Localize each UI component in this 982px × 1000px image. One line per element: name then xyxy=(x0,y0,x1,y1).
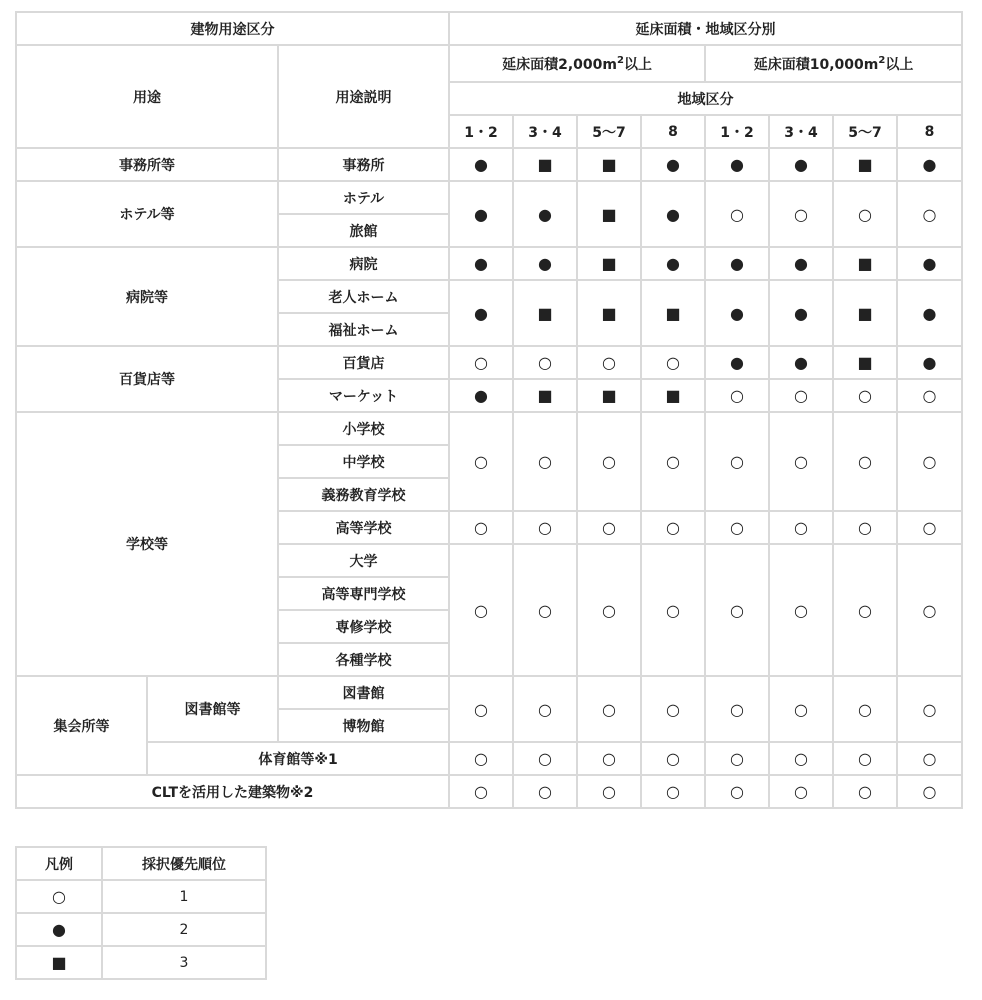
mark-cell: ● xyxy=(769,346,833,379)
mark-cell: ○ xyxy=(513,742,577,775)
legend-symbol: ● xyxy=(16,913,102,946)
mark-cell: ■ xyxy=(513,280,577,346)
region-header: 8 xyxy=(897,115,962,148)
mark-cell: ○ xyxy=(897,775,962,808)
mark-cell: ○ xyxy=(449,742,513,775)
mark-cell: ○ xyxy=(513,346,577,379)
mark-cell: ○ xyxy=(833,676,897,742)
mark-cell: ■ xyxy=(833,346,897,379)
mark-cell: ○ xyxy=(705,412,769,511)
header-usage-desc: 用途説明 xyxy=(278,45,449,148)
mark-cell: ● xyxy=(513,247,577,280)
mark-cell: ○ xyxy=(577,346,641,379)
region-header: 3・4 xyxy=(513,115,577,148)
mark-cell: ● xyxy=(449,181,513,247)
mark-cell: ○ xyxy=(833,511,897,544)
mark-cell: ○ xyxy=(897,676,962,742)
mark-cell: ● xyxy=(449,148,513,181)
mark-cell: ○ xyxy=(513,544,577,676)
mark-cell: ● xyxy=(705,247,769,280)
desc-elderly-home: 老人ホーム xyxy=(278,280,449,313)
mark-cell: ○ xyxy=(833,412,897,511)
mark-cell: ○ xyxy=(897,742,962,775)
legend-priority: 2 xyxy=(102,913,266,946)
desc-elementary: 小学校 xyxy=(278,412,449,445)
region-header: 5〜7 xyxy=(577,115,641,148)
desc-market: マーケット xyxy=(278,379,449,412)
mark-cell: ● xyxy=(897,346,962,379)
subgroup-library: 図書館等 xyxy=(147,676,278,742)
mark-cell: ■ xyxy=(833,148,897,181)
desc-junior-high: 中学校 xyxy=(278,445,449,478)
mark-cell: ● xyxy=(513,181,577,247)
mark-cell: ● xyxy=(705,346,769,379)
mark-cell: ■ xyxy=(641,379,705,412)
mark-cell: ● xyxy=(769,280,833,346)
mark-cell: ■ xyxy=(577,280,641,346)
legend-symbol: ○ xyxy=(16,880,102,913)
mark-cell: ● xyxy=(641,181,705,247)
mark-cell: ○ xyxy=(705,379,769,412)
desc-technical-college: 高等専門学校 xyxy=(278,577,449,610)
desc-university: 大学 xyxy=(278,544,449,577)
mark-cell: ○ xyxy=(705,181,769,247)
mark-cell: ■ xyxy=(577,247,641,280)
mark-cell: ○ xyxy=(577,544,641,676)
mark-cell: ○ xyxy=(833,742,897,775)
mark-cell: ○ xyxy=(513,676,577,742)
mark-cell: ● xyxy=(705,148,769,181)
mark-cell: ■ xyxy=(577,379,641,412)
desc-high-school: 高等学校 xyxy=(278,511,449,544)
mark-cell: ● xyxy=(897,148,962,181)
mark-cell: ● xyxy=(449,280,513,346)
desc-welfare-home: 福祉ホーム xyxy=(278,313,449,346)
region-header: 8 xyxy=(641,115,705,148)
group-hospital: 病院等 xyxy=(16,247,278,346)
header-area-2000: 延床面積$2,000m^2$以上 xyxy=(449,45,705,82)
mark-cell: ○ xyxy=(449,412,513,511)
mark-cell: ○ xyxy=(641,412,705,511)
mark-cell: ○ xyxy=(641,742,705,775)
mark-cell: ■ xyxy=(513,379,577,412)
mark-cell: ○ xyxy=(833,544,897,676)
legend-header-symbol: 凡例 xyxy=(16,847,102,880)
mark-cell: ○ xyxy=(641,544,705,676)
header-floor-area-region: 延床面積・地域区分別 xyxy=(449,12,962,45)
mark-cell: ○ xyxy=(641,511,705,544)
legend-priority: 1 xyxy=(102,880,266,913)
mark-cell: ○ xyxy=(513,775,577,808)
mark-cell: ● xyxy=(897,280,962,346)
mark-cell: ○ xyxy=(897,544,962,676)
legend-priority: 3 xyxy=(102,946,266,979)
group-hotel: ホテル等 xyxy=(16,181,278,247)
mark-cell: ● xyxy=(769,247,833,280)
region-header: 1・2 xyxy=(705,115,769,148)
mark-cell: ■ xyxy=(833,247,897,280)
mark-cell: ○ xyxy=(705,511,769,544)
mark-cell: ○ xyxy=(769,676,833,742)
mark-cell: ○ xyxy=(897,511,962,544)
mark-cell: ○ xyxy=(641,775,705,808)
desc-museum: 博物館 xyxy=(278,709,449,742)
mark-cell: ○ xyxy=(577,511,641,544)
desc-gymnasium: 体育館等※1 xyxy=(147,742,449,775)
mark-cell: ○ xyxy=(449,511,513,544)
desc-ryokan: 旅館 xyxy=(278,214,449,247)
mark-cell: ● xyxy=(769,148,833,181)
mark-cell: ○ xyxy=(769,742,833,775)
region-header: 5〜7 xyxy=(833,115,897,148)
mark-cell: ○ xyxy=(705,742,769,775)
legend-table xyxy=(15,846,267,980)
mark-cell: ○ xyxy=(769,511,833,544)
mark-cell: ○ xyxy=(513,511,577,544)
mark-cell: ○ xyxy=(769,775,833,808)
priority-table xyxy=(15,11,963,809)
region-header: 1・2 xyxy=(449,115,513,148)
mark-cell: ○ xyxy=(449,544,513,676)
region-header: 3・4 xyxy=(769,115,833,148)
mark-cell: ○ xyxy=(705,544,769,676)
mark-cell: ○ xyxy=(641,676,705,742)
mark-cell: ○ xyxy=(577,742,641,775)
desc-library: 図書館 xyxy=(278,676,449,709)
mark-cell: ● xyxy=(449,247,513,280)
group-school: 学校等 xyxy=(16,412,278,676)
mark-cell: ● xyxy=(449,379,513,412)
group-office: 事務所等 xyxy=(16,148,278,181)
desc-vocational: 専修学校 xyxy=(278,610,449,643)
group-assembly: 集会所等 xyxy=(16,676,147,775)
desc-hospital: 病院 xyxy=(278,247,449,280)
mark-cell: ○ xyxy=(769,181,833,247)
mark-cell: ● xyxy=(705,280,769,346)
mark-cell: ○ xyxy=(449,676,513,742)
desc-dept-store: 百貨店 xyxy=(278,346,449,379)
legend-symbol: ■ xyxy=(16,946,102,979)
mark-cell: ● xyxy=(641,247,705,280)
legend-header-priority: 採択優先順位 xyxy=(102,847,266,880)
mark-cell: ● xyxy=(641,148,705,181)
mark-cell: ○ xyxy=(897,181,962,247)
mark-cell: ○ xyxy=(769,412,833,511)
mark-cell: ■ xyxy=(641,280,705,346)
mark-cell: ○ xyxy=(705,775,769,808)
mark-cell: ○ xyxy=(769,544,833,676)
mark-cell: ○ xyxy=(897,379,962,412)
mark-cell: ○ xyxy=(769,379,833,412)
mark-cell: ○ xyxy=(577,775,641,808)
mark-cell: ○ xyxy=(449,775,513,808)
mark-cell: ■ xyxy=(577,181,641,247)
mark-cell: ■ xyxy=(577,148,641,181)
header-region: 地域区分 xyxy=(449,82,962,115)
header-area-10000: 延床面積$10,000m^2$以上 xyxy=(705,45,962,82)
mark-cell: ○ xyxy=(833,775,897,808)
desc-clt: CLTを活用した建築物※2 xyxy=(16,775,449,808)
desc-hotel: ホテル xyxy=(278,181,449,214)
mark-cell: ○ xyxy=(449,346,513,379)
mark-cell: ○ xyxy=(513,412,577,511)
mark-cell: ■ xyxy=(513,148,577,181)
mark-cell: ● xyxy=(897,247,962,280)
mark-cell: ○ xyxy=(833,181,897,247)
desc-misc-school: 各種学校 xyxy=(278,643,449,676)
mark-cell: ○ xyxy=(833,379,897,412)
mark-cell: ○ xyxy=(577,412,641,511)
desc-office: 事務所 xyxy=(278,148,449,181)
mark-cell: ■ xyxy=(833,280,897,346)
header-building-category: 建物用途区分 xyxy=(16,12,449,45)
mark-cell: ○ xyxy=(577,676,641,742)
header-usage: 用途 xyxy=(16,45,278,148)
mark-cell: ○ xyxy=(641,346,705,379)
group-dept-store: 百貨店等 xyxy=(16,346,278,412)
mark-cell: ○ xyxy=(897,412,962,511)
mark-cell: ○ xyxy=(705,676,769,742)
desc-compulsory: 義務教育学校 xyxy=(278,478,449,511)
